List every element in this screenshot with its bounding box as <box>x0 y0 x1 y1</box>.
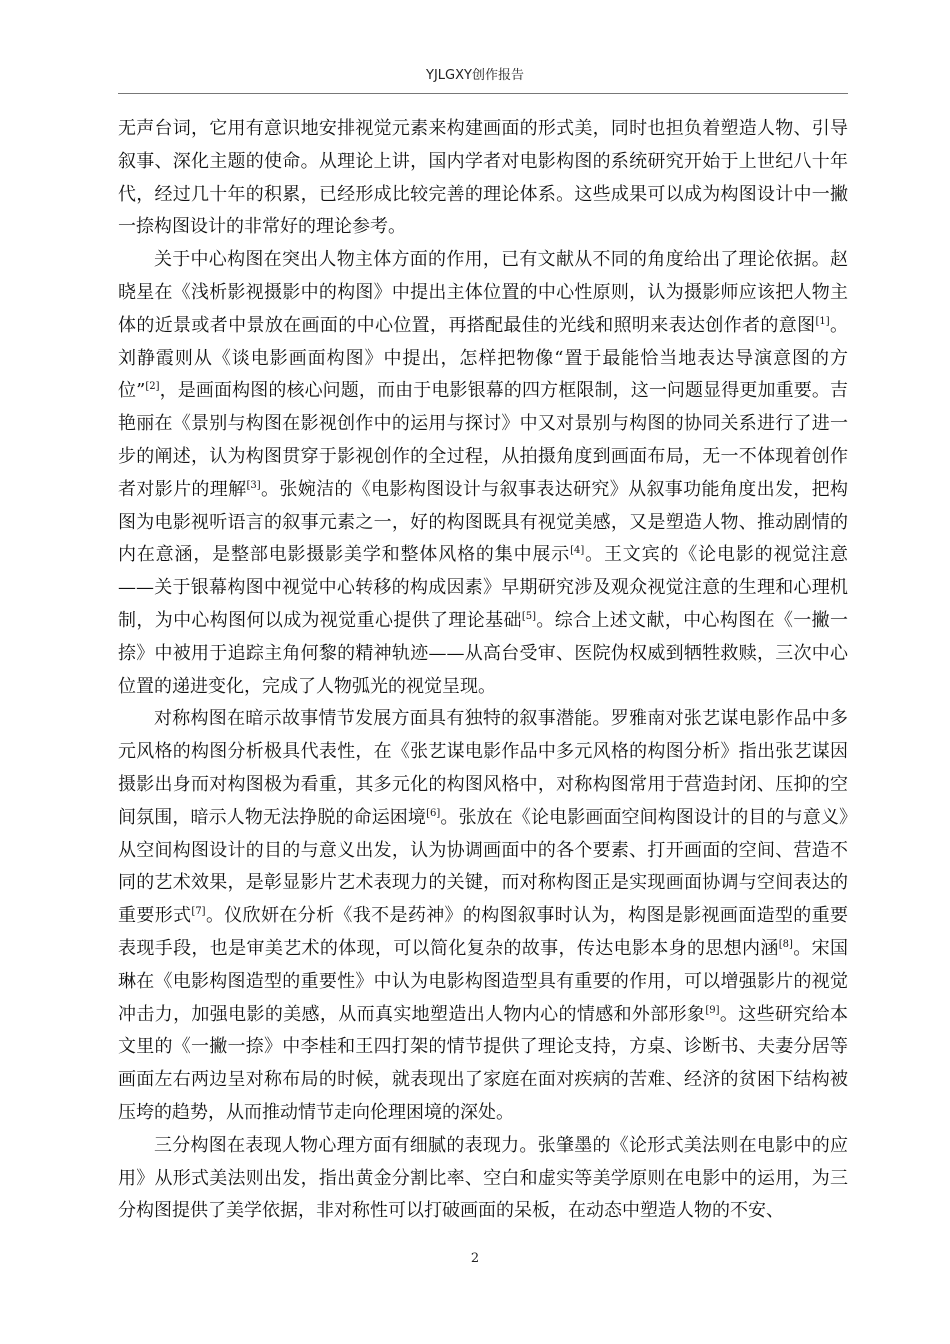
text-run: 。刘静霞则从《谈电影画面构图》中提出，怎样把物像“置于最能恰当地表达导演意图的方位” <box>118 314 849 402</box>
page-header: YJLGXY创作报告 <box>426 68 524 83</box>
text-run: 。仪欣妍在分析《我不是药神》的构图叙事时认为，构图是影视画面造型的重要表现手段，也是审美艺术的体现，可以简化复杂的故事，传达电影本身的思想内涵 <box>118 905 848 959</box>
citation-mark: [5] <box>521 610 536 622</box>
text-run: 对称构图在暗示故事情节发展方面具有独特的叙事潜能。罗雅南对张艺谋电影作品中多元风格的构图分析极具代表性，在《张艺谋电影作品中多元风格的构图分析》指出张艺谋因摄影出身而对构图极为看重，其多元化的构图风格中，对称构图常用于营造封闭、压抑的空间氛围，暗示人物无法挣脱的命运困境 <box>118 708 848 828</box>
citation-mark: [9] <box>705 1004 720 1016</box>
text-run: ，是画面构图的核心问题，而由于电影银幕的四方框限制，这一问题显得更加重要。吉艳丽在《景别与构图在影视创作中的运用与探讨》中又对景别与构图的协同关系进行了进一步的阐述，认为构图贯穿于影视创作的全过程，从拍摄角度到画面布局，无一不体现着创作者对影片的理解 <box>118 380 849 500</box>
text-run: 。这些研究给本文里的《一撇一捺》中李桂和王四打架的情节提供了理论支持，方桌、诊断书、夫妻分居等画面左右两边呈对称布局的时候，就表现出了家庭在面对疾病的苦难、经济的贫困下结构被压垮的趋势，从而推动情节走向伦理困境的深处。 <box>118 1003 848 1123</box>
text-run: 关于中心构图在突出人物主体方面的作用，已有文献从不同的角度给出了理论依据。赵晓星在《浅析影视摄影中的构图》中提出主体位置的中心性原则，认为摄影师应该把人物主体的近景或者中景放在画面的中心位置，再搭配最佳的光线和照明来表达创作者的意图 <box>118 249 848 336</box>
paragraph <box>118 1130 848 1228</box>
paragraph <box>118 113 848 244</box>
citation-mark: [8] <box>778 938 793 950</box>
text-run: 三分构图在表现人物心理方面有细腻的表现力。张肇墨的《论形式美法则在电影中的应用》从形式美法则出发，指出黄金分割比率、空白和虚实等美学原则在电影中的运用，为三分构图提供了美学依据，非对称性可以打破画面的呆板，在动态中塑造人物的不安、 <box>118 1134 848 1222</box>
citation-mark: [3] <box>246 479 261 491</box>
paragraph <box>118 244 848 703</box>
text-run: 。张放在《论电影画面空间构图设计的目的与意义》从空间构图设计的目的与意义出发，认为协调画面中的各个要素、打开画面的空间、营造不同的艺术效果，是彰显影片艺术表现力的关键，而对称构图正是实现画面协调与空间表达的重要形式 <box>118 806 849 927</box>
citation-mark: [7] <box>191 906 206 918</box>
text-run: 。王文宾的《论电影的视觉注意——关于银幕构图中视觉中心转移的构成因素》早期研究涉及观众视觉注意的生理和心理机制，为中心构图何以成为视觉重心提供了理论基础 <box>118 544 849 631</box>
text-run: 无声台词，它用有意识地安排视觉元素来构建画面的形式美，同时也担负着塑造人物、引导叙事、深化主题的使命。从理论上讲，国内学者对电影构图的系统研究开始于上世纪八十年代，经过几十年的积累，已经形成比较完善的理论体系。这些成果可以成为构图设计中一撇一捺构图设计的非常好的理论参考。 <box>118 118 848 238</box>
text-run: 。综合上述文献，中心构图在《一撇一捺》中被用于追踪主角何黎的精神轨迹——从高台受审、医院伪权威到牺牲救赎，三次中心位置的递进变化，完成了人物弧光的视觉呈现。 <box>118 609 849 697</box>
citation-mark: [4] <box>570 545 585 557</box>
paragraph <box>118 703 848 1129</box>
citation-mark: [2] <box>145 381 160 393</box>
header-divider <box>118 93 848 94</box>
citation-mark: [1] <box>815 315 830 327</box>
text-run: 。宋国琳在《电影构图造型的重要性》中认为电影构图造型具有重要的作用，可以增强影片的视觉冲击力，加强电影的美感，从而真实地塑造出人物内心的情感和外部形象 <box>118 937 849 1025</box>
citation-mark: [6] <box>426 807 441 819</box>
page-number: 2 <box>470 1251 480 1266</box>
text-run: 。张婉洁的《电影构图设计与叙事表达研究》从叙事功能角度出发，把构图为电影视听语言的叙事元素之一，好的构图既具有视觉美感，又是塑造人物、推动剧情的内在意涵，是整部电影摄影美学和整体风格的集中展示 <box>118 478 848 566</box>
body-text <box>118 113 848 1228</box>
